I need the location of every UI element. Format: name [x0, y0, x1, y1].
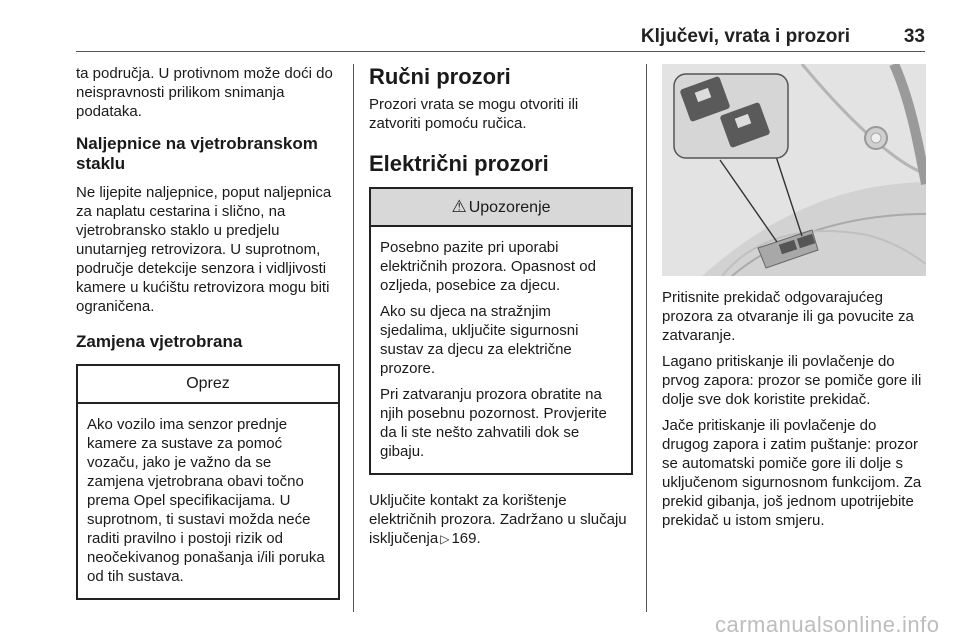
column-3 [662, 64, 926, 537]
column-1 [76, 64, 340, 600]
triangle-right-icon: ▷ [440, 532, 450, 546]
caution-title: Oprez [78, 366, 338, 404]
heading-electric-windows: Električni prozori [369, 151, 549, 176]
warning-triangle-icon: ⚠ [451, 197, 467, 216]
heading-windshield-stickers: Naljepnice na vjetrobranskom staklu [76, 134, 318, 173]
warning-box [369, 187, 633, 475]
column-2 [369, 64, 633, 556]
stickers-paragraph: Ne lijepite naljepnice, poput naljepnica za naplatu cestarina i slično, na vjetrobransko staklo u predjelu unutarnjeg retrovizora. U suprotnom, područje detekcije senzora i vidljivosti kamere u kućištu retrovizora mogu biti ograničena. [76, 184, 332, 315]
window-switch-illustration [662, 64, 926, 276]
switch-instruction-paragraph-1: Pritisnite prekidač odgovarajućeg prozora za otvaranje ili ga povucite za zatvaranje. [662, 289, 914, 344]
page-header-title: Ključevi, vrata i prozori [640, 26, 850, 47]
warning-paragraph-1: Posebno pazite pri uporabi električnih prozora. Opasnost od ozljeda, posebice za djecu. [380, 239, 596, 294]
page-number: 33 [903, 26, 925, 47]
ignition-text: Uključite kontakt za korištenje električnih prozora. Zadržano u slučaju isključenja [369, 492, 627, 547]
watermark: carmanualsonline.info [715, 612, 940, 637]
manual-windows-paragraph: Prozori vrata se mogu otvoriti ili zatvoriti pomoću ručica. [369, 96, 579, 132]
caution-text: Ako vozilo ima senzor prednje kamere za sustave za pomoć vozaču, jako je važno da se zamjena vjetrobrana obavi točno prema Opel specifikacijama. U suprotnom, ti sustavi možda neće raditi pravilno i postoji rizik od neočekivanog ponašanja i/ili poruka od tih sustava. [87, 416, 325, 585]
warning-paragraph-3: Pri zatvaranju prozora obratite na njih posebnu pozornost. Provjerite da li ste nešto zahvatili dok se gibaju. [380, 386, 607, 460]
ignition-paragraph [369, 491, 633, 549]
column-divider-left [353, 64, 354, 612]
warning-header [371, 189, 631, 227]
page-reference-link[interactable]: 169. [451, 530, 481, 547]
column-divider-right [646, 64, 647, 612]
caution-box [76, 364, 340, 600]
warning-paragraph-2: Ako su djeca na stražnjim sjedalima, uključite sigurnosni sustav za djecu za električne prozore. [380, 303, 579, 377]
switch-instruction-paragraph-2: Lagano pritiskanje ili povlačenje do prvog zapora: prozor se pomiče gore ili dolje sve dok koristite prekidač. [662, 353, 922, 408]
heading-windshield-replacement: Zamjena vjetrobrana [76, 332, 243, 351]
warning-title: Upozorenje [468, 199, 551, 216]
heading-manual-windows: Ručni prozori [369, 64, 511, 89]
switch-instruction-paragraph-3: Jače pritiskanje ili povlačenje do drugog zapora i zatim puštanje: prozor se automatski pomiče gore ili dolje s uključenom sigurnosnom funkcijom. Za prekid gibanja, još jednom upotrijebite prekidač u istom smjeru. [662, 417, 922, 529]
intro-paragraph: ta područja. U protivnom može doći do neispravnosti prilikom snimanja podataka. [76, 65, 333, 120]
header-rule [76, 51, 925, 52]
